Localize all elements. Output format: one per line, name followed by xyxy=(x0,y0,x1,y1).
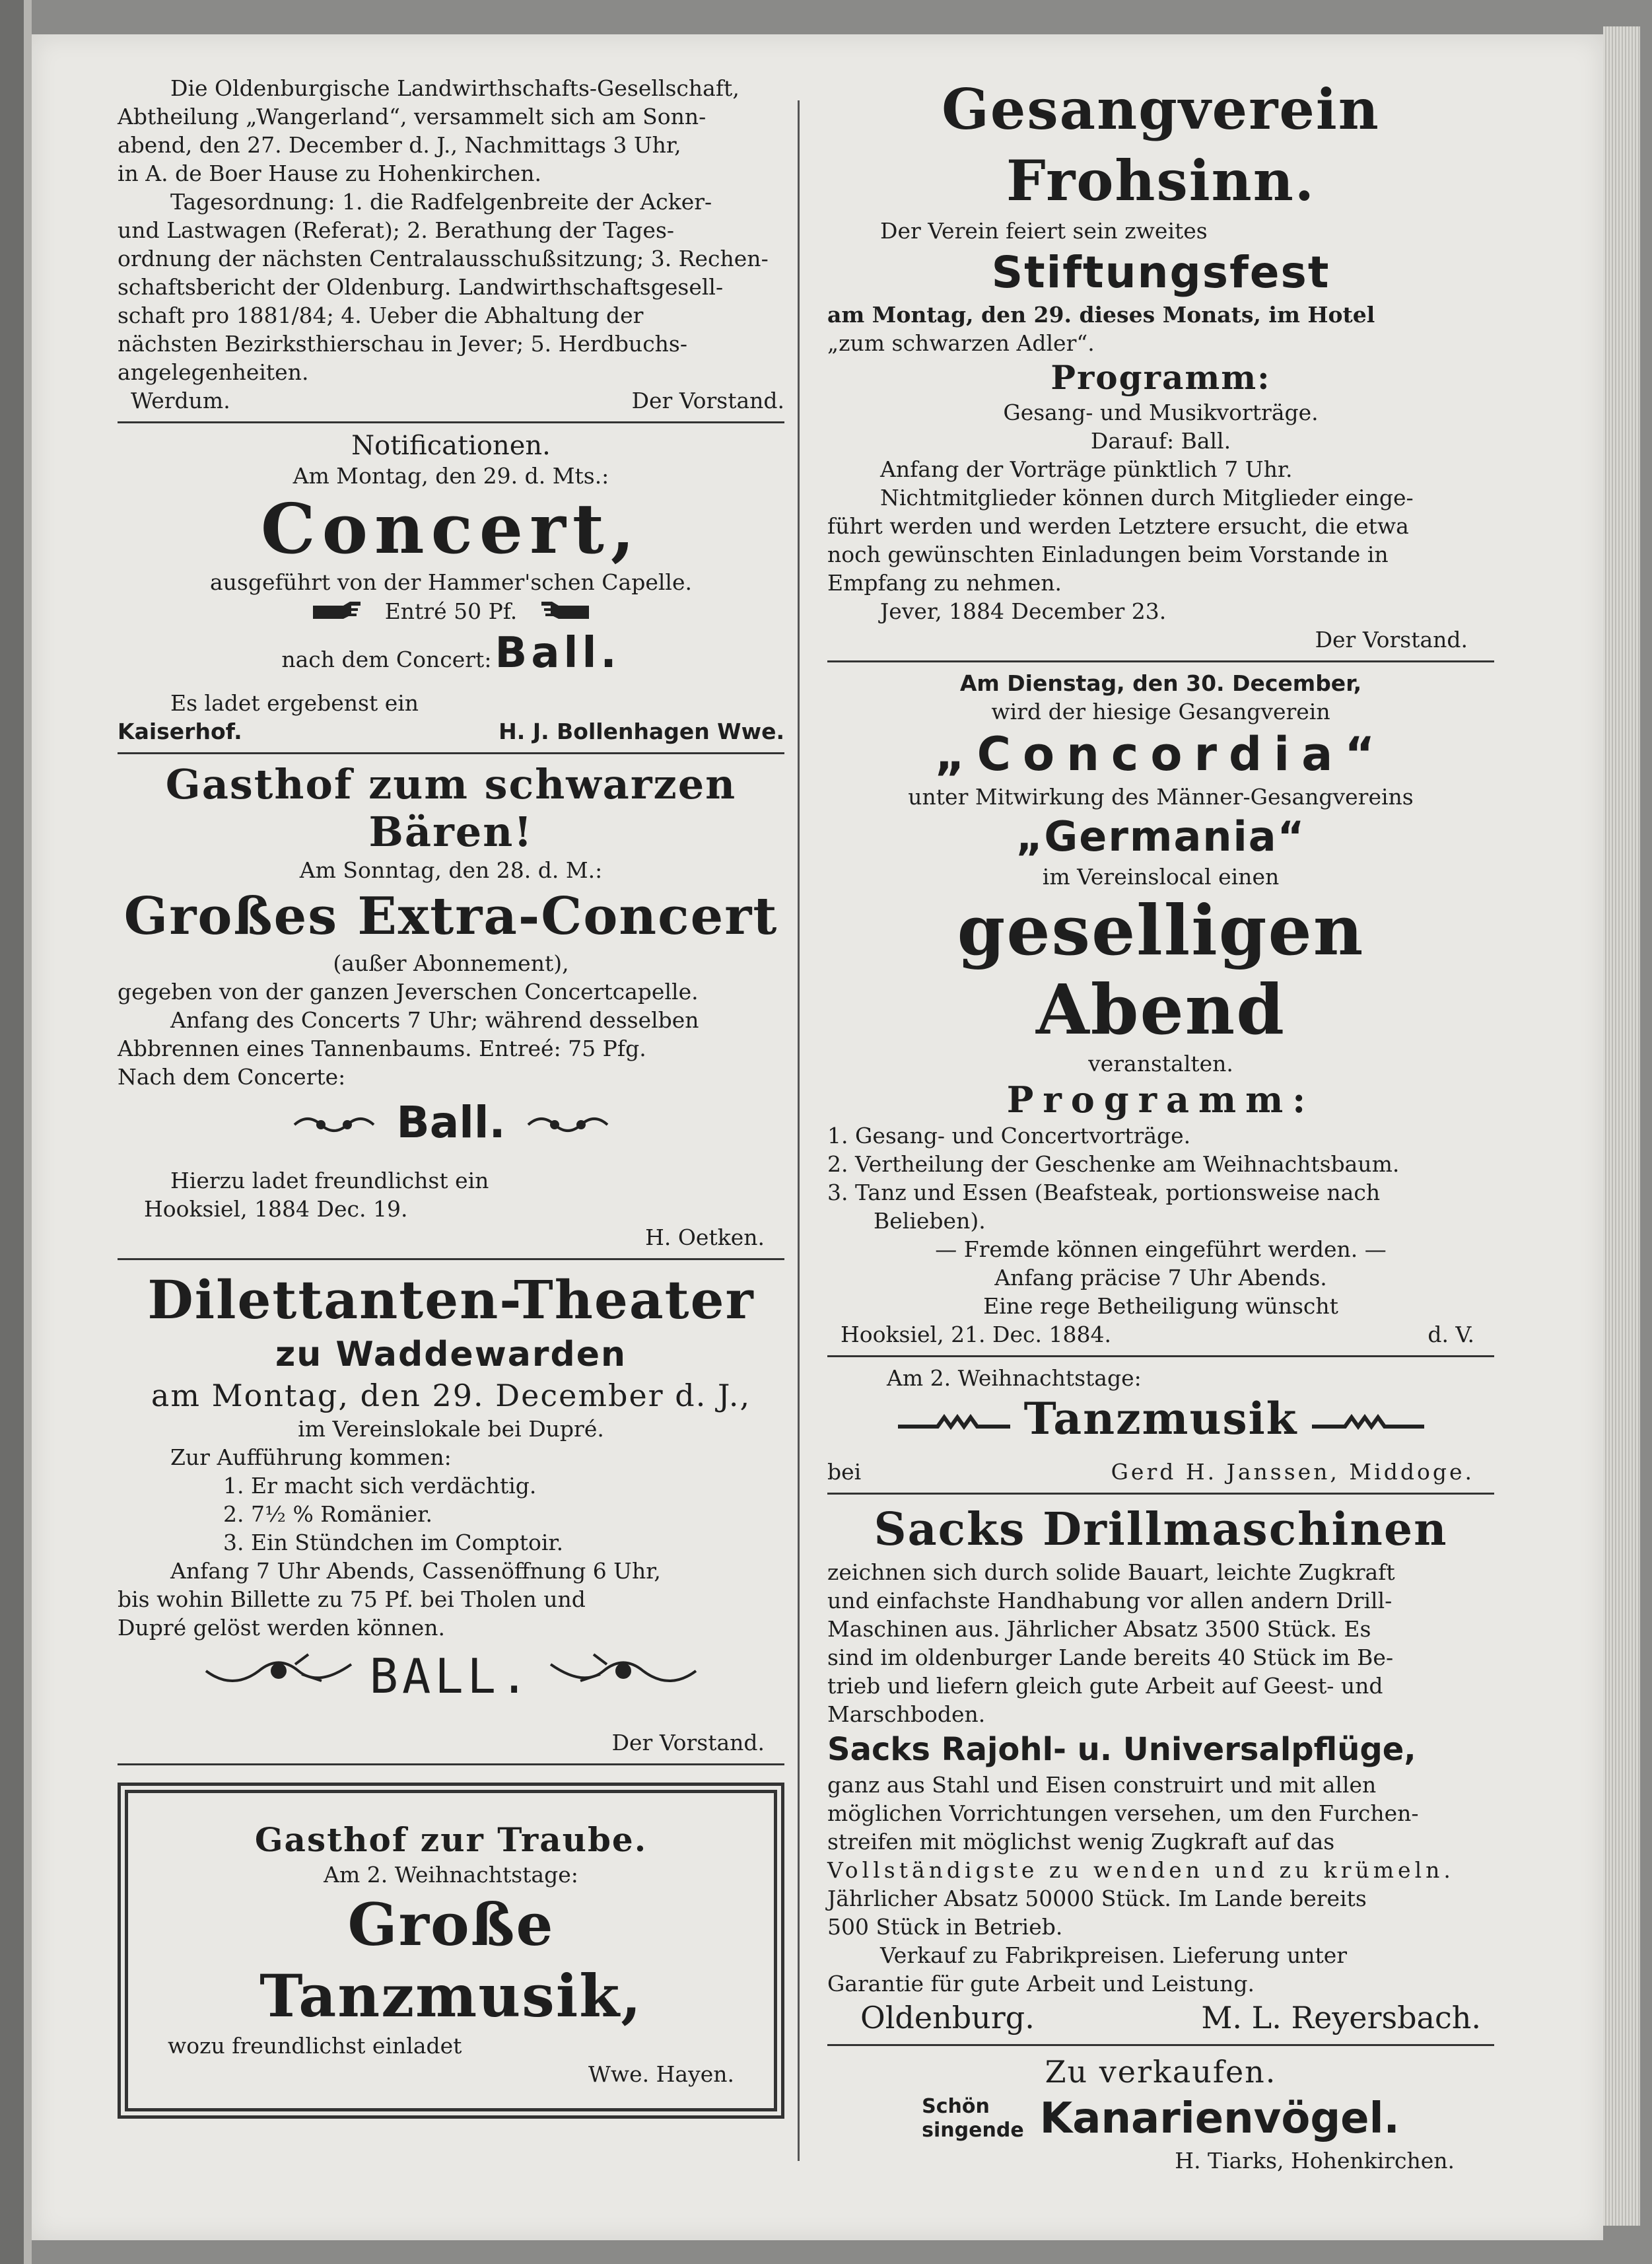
signature: H. Oetken. xyxy=(645,1224,765,1250)
prefix-block xyxy=(922,2095,1024,2142)
ad-landwirthschafts-gesellschaft xyxy=(118,74,784,415)
ad-line: bis wohin Billette zu 75 Pf. bei Tholen und xyxy=(118,1586,586,1612)
signature-row xyxy=(827,1458,1494,1486)
ad-heading: Zu verkaufen. xyxy=(1045,2053,1277,2090)
column-divider xyxy=(798,100,800,2161)
agenda-line: und Lastwagen (Referat); 2. Berathung der Tages- xyxy=(118,217,675,243)
program-item: 2. Vertheilung der Geschenke am Weihnachtsbaum. xyxy=(827,1151,1400,1177)
ad-line: 500 Stück in Betrieb. xyxy=(827,1913,1063,1940)
right-column xyxy=(827,74,1494,2175)
flourish-left-icon xyxy=(203,1651,355,1728)
pointing-hand-right-icon xyxy=(312,598,364,628)
agenda-line: angelegenheiten. xyxy=(118,359,309,385)
ad-performer: ausgeführt von der Hammer'schen Capelle. xyxy=(210,569,692,595)
ad-line: abend, den 27. December d. J., Nachmittags 3 Uhr, xyxy=(118,132,681,158)
program-item: 3. Ein Stündchen im Comptoir. xyxy=(223,1529,564,1555)
agenda-line: schaft pro 1881/84; 4. Ueber die Abhaltung der xyxy=(118,302,644,328)
program-item: 2. 7½ % Romänier. xyxy=(223,1501,432,1527)
ad-line: Anfang der Vorträge pünktlich 7 Uhr. xyxy=(880,456,1293,482)
left-column xyxy=(118,74,784,2119)
agenda-line: schaftsbericht der Oldenburg. Landwirthschaftsgesell- xyxy=(118,274,724,300)
ad-line: gegeben von der ganzen Jeverschen Concertcapelle. xyxy=(118,979,699,1005)
place: Oldenburg. xyxy=(860,1999,1035,2035)
signature: M. L. Reyersbach. xyxy=(1201,1999,1481,2035)
ad-title: Tanzmusik xyxy=(1023,1393,1298,1444)
signature: Gerd H. Janssen, Middoge. xyxy=(1111,1458,1474,1485)
divider xyxy=(827,660,1494,662)
signature: H. Tiarks, Hohenkirchen. xyxy=(1175,2147,1455,2174)
program-item: 3. Tanz und Essen (Beafsteak, portionsweise nach xyxy=(827,1180,1381,1205)
ad-line: Nach dem Concerte: xyxy=(118,1064,346,1090)
ad-line: — Fremde können eingeführt werden. — xyxy=(935,1236,1387,1262)
ad-line: Abbrennen eines Tannenbaums. Entreé: 75 Pfg. xyxy=(118,1036,646,1061)
title-line xyxy=(827,2091,1494,2146)
agenda-line: nächsten Bezirksthierschau in Jever; 5. Herdbuchs- xyxy=(118,331,688,357)
ad-line: Jährlicher Absatz 50000 Stück. Im Lande bereits xyxy=(827,1885,1367,1911)
ad-note: (außer Abonnement), xyxy=(333,950,569,976)
signature: Wwe. Hayen. xyxy=(588,2061,734,2087)
ball-text: Ball. xyxy=(495,629,621,678)
prefix: bei xyxy=(827,1458,862,1485)
club-name: „Concordia“ xyxy=(934,727,1387,781)
ad-line: Eine rege Betheiligung wünscht xyxy=(983,1293,1338,1319)
page-edge-stack xyxy=(1603,26,1640,2226)
signature: Der Vorstand. xyxy=(611,1729,765,1755)
program-item: Belieben). xyxy=(874,1208,986,1234)
ad-concordia xyxy=(827,669,1494,1349)
divider xyxy=(118,1258,784,1260)
ad-date: am Montag, den 29. December d. J., xyxy=(151,1377,751,1413)
place: Hooksiel, 1884 Dec. 19. xyxy=(144,1195,408,1222)
signature-row xyxy=(827,1998,1494,2037)
place: Kaiserhof. xyxy=(118,719,242,744)
ad-title: Großes Extra-Concert xyxy=(123,886,778,946)
divider xyxy=(827,2044,1494,2046)
ad-venue: im Vereinslokale bei Dupré. xyxy=(298,1415,604,1442)
ball-line xyxy=(118,1091,784,1166)
ad-line: führt werden und werden Letztere ersucht, die etwa xyxy=(827,513,1409,539)
signature: d. V. xyxy=(1428,1322,1474,1347)
ad-date: Am 2. Weihnachtstage: xyxy=(324,1861,578,1888)
ad-line: Marschboden. xyxy=(827,1701,986,1727)
divider xyxy=(118,1763,784,1765)
ad-title: geselligen Abend xyxy=(957,890,1365,1050)
ad-line: Garantie für gute Arbeit und Leistung. xyxy=(827,1970,1255,1997)
divider xyxy=(118,421,784,423)
ad-line: „zum schwarzen Adler“. xyxy=(827,330,1095,356)
ad-line: Empfang zu nehmen. xyxy=(827,570,1062,596)
ad-line: Anfang des Concerts 7 Uhr; während desselben xyxy=(170,1007,699,1033)
ball-text: BALL. xyxy=(369,1648,533,1704)
ad-line: Am Dienstag, den 30. December, xyxy=(959,670,1362,696)
place: Jever, 1884 December 23. xyxy=(880,598,1167,624)
signature-row xyxy=(827,1320,1494,1349)
ad-line: Vollständigste zu wenden und zu krümeln. xyxy=(827,1857,1455,1883)
ad-date: Am Montag, den 29. d. Mts.: xyxy=(293,463,609,489)
ball-text: Ball. xyxy=(396,1097,506,1148)
club-name: „Germania“ xyxy=(1015,812,1306,861)
ad-gesangverein-frohsinn xyxy=(827,74,1494,654)
ad-line: am Montag, den 29. dieses Monats, im Hotel xyxy=(827,302,1375,328)
ad-date: Am Sonntag, den 28. d. M.: xyxy=(299,857,603,883)
ball-line xyxy=(118,1642,784,1728)
ad-line: streifen mit möglichst wenig Zugkraft auf das xyxy=(827,1828,1335,1855)
ad-heading: Gasthof zum schwarzen Bären! xyxy=(165,760,737,856)
program-item: 1. Er macht sich verdächtig. xyxy=(223,1472,537,1499)
program-line: Gesang- und Musikvorträge. xyxy=(1003,400,1319,425)
ad-line: Anfang präcise 7 Uhr Abends. xyxy=(994,1265,1327,1291)
prefix: Schön xyxy=(922,2094,990,2118)
divider xyxy=(827,1493,1494,1495)
place: Werdum. xyxy=(131,388,230,413)
ad-line: in A. de Boer Hause zu Hohenkirchen. xyxy=(118,160,541,186)
ad-line: Anfang 7 Uhr Abends, Cassenöffnung 6 Uhr, xyxy=(170,1557,661,1584)
newspaper-page xyxy=(32,34,1603,2240)
program-title: Programm: xyxy=(1006,1079,1315,1121)
ad-title: Concert, xyxy=(260,488,642,569)
ad-subtitle: zu Waddewarden xyxy=(275,1334,627,1374)
ad-line: möglichen Vorrichtungen versehen, um den Furchen- xyxy=(827,1800,1419,1826)
flourish-left-icon xyxy=(898,1405,1010,1458)
ad-line: sind im oldenburger Lande bereits 40 Stück im Be- xyxy=(827,1644,1394,1670)
event-title: Stiftungsfest xyxy=(991,247,1330,298)
prefix: singende xyxy=(922,2118,1024,2142)
signature-row xyxy=(118,386,784,415)
book-binding xyxy=(0,0,32,2264)
ad-line: Verkauf zu Fabrikpreisen. Lieferung unter xyxy=(880,1942,1348,1968)
flourish-left-icon xyxy=(291,1103,377,1166)
invite-text: Hierzu ladet freundlichst ein xyxy=(170,1167,489,1193)
ad-line: Die Oldenburgische Landwirthschafts-Gesellschaft, xyxy=(170,75,740,101)
signature: Der Vorstand. xyxy=(1315,627,1468,653)
ad-title: Dilettanten-Theater xyxy=(147,1268,755,1331)
invite-text: wozu freundlichst einladet xyxy=(168,2032,462,2059)
agenda-line: Tagesordnung: 1. die Radfelgenbreite der Acker- xyxy=(170,189,712,215)
signature-row xyxy=(118,717,784,746)
divider xyxy=(827,1355,1494,1357)
agenda-line: ordnung der nächsten Centralausschußsitzung; 3. Rechen- xyxy=(118,246,769,271)
divider xyxy=(118,752,784,754)
after-concert-text: nach dem Concert: xyxy=(281,647,492,672)
entry-price: Entré 50 Pf. xyxy=(384,598,518,624)
invite-text: Es ladet ergebenst ein xyxy=(170,690,419,716)
ad-line: Der Verein feiert sein zweites xyxy=(880,218,1208,244)
signature-row xyxy=(168,2032,734,2060)
ad-tanzmusik-middoge xyxy=(827,1364,1494,1486)
ad-heading: Notificationen. xyxy=(351,431,551,461)
ad-concert-kaiserhof xyxy=(118,430,784,746)
place: Hooksiel, 21. Dec. 1884. xyxy=(841,1322,1111,1347)
ad-line: Dupré gelöst werden können. xyxy=(118,1614,445,1641)
ad-subtitle: Sacks Rajohl- u. Universalpflüge, xyxy=(827,1730,1416,1768)
ad-line: zeichnen sich durch solide Bauart, leichte Zugkraft xyxy=(827,1559,1395,1585)
ad-heading: Gasthof zur Traube. xyxy=(254,1820,648,1859)
ad-line: wird der hiesige Gesangverein xyxy=(991,699,1330,725)
ad-kanarienvoegel xyxy=(827,2053,1494,2175)
ad-sacks-drillmaschinen xyxy=(827,1501,1494,2037)
signature: Der Vorstand. xyxy=(631,388,784,413)
flourish-right-icon xyxy=(547,1651,699,1728)
pointing-hand-left-icon xyxy=(537,598,590,628)
ad-title: Große Tanzmusik, xyxy=(259,1890,642,2030)
program-line: Darauf: Ball. xyxy=(1090,428,1231,454)
ad-line: und einfachste Handhabung vor allen andern Drill- xyxy=(827,1587,1393,1613)
ad-line: veranstalten. xyxy=(1088,1051,1233,1077)
ad-title: Sacks Drillmaschinen xyxy=(874,1503,1448,1556)
entry-line xyxy=(118,596,784,628)
program-title: Programm: xyxy=(1050,358,1271,397)
ad-line: Nichtmitglieder können durch Mitglieder einge- xyxy=(880,485,1414,511)
ad-line: Maschinen aus. Jährlicher Absatz 3500 Stück. Es xyxy=(827,1615,1371,1642)
flourish-right-icon xyxy=(525,1103,611,1166)
ad-gasthof-schwarzen-baeren xyxy=(118,761,784,1252)
ad-dilettanten-theater xyxy=(118,1267,784,1757)
ad-line: im Vereinslocal einen xyxy=(1042,864,1280,890)
ad-title: Gesangverein Frohsinn. xyxy=(942,77,1380,213)
ad-line: noch gewünschten Einladungen beim Vorstande in xyxy=(827,542,1389,567)
ad-line: trieb und liefern gleich gute Arbeit auf Geest- und xyxy=(827,1672,1383,1699)
ad-title: Kanarienvögel. xyxy=(1039,2094,1400,2143)
title-line xyxy=(827,1392,1494,1458)
program-item: 1. Gesang- und Concertvorträge. xyxy=(827,1123,1191,1149)
ad-line: unter Mitwirkung des Männer-Gesangvereins xyxy=(908,784,1414,810)
ad-date: Am 2. Weihnachtstage: xyxy=(887,1365,1142,1391)
signature: H. J. Bollenhagen Wwe. xyxy=(499,719,784,744)
flourish-right-icon xyxy=(1312,1405,1424,1458)
after-concert-line xyxy=(118,628,784,689)
ad-gasthof-traube xyxy=(118,1783,784,2119)
ad-line: ganz aus Stahl und Eisen construirt und mit allen xyxy=(827,1771,1377,1798)
ad-line: Abtheilung „Wangerland“, versammelt sich am Sonn- xyxy=(118,104,706,129)
ad-intro: Zur Aufführung kommen: xyxy=(170,1444,452,1470)
